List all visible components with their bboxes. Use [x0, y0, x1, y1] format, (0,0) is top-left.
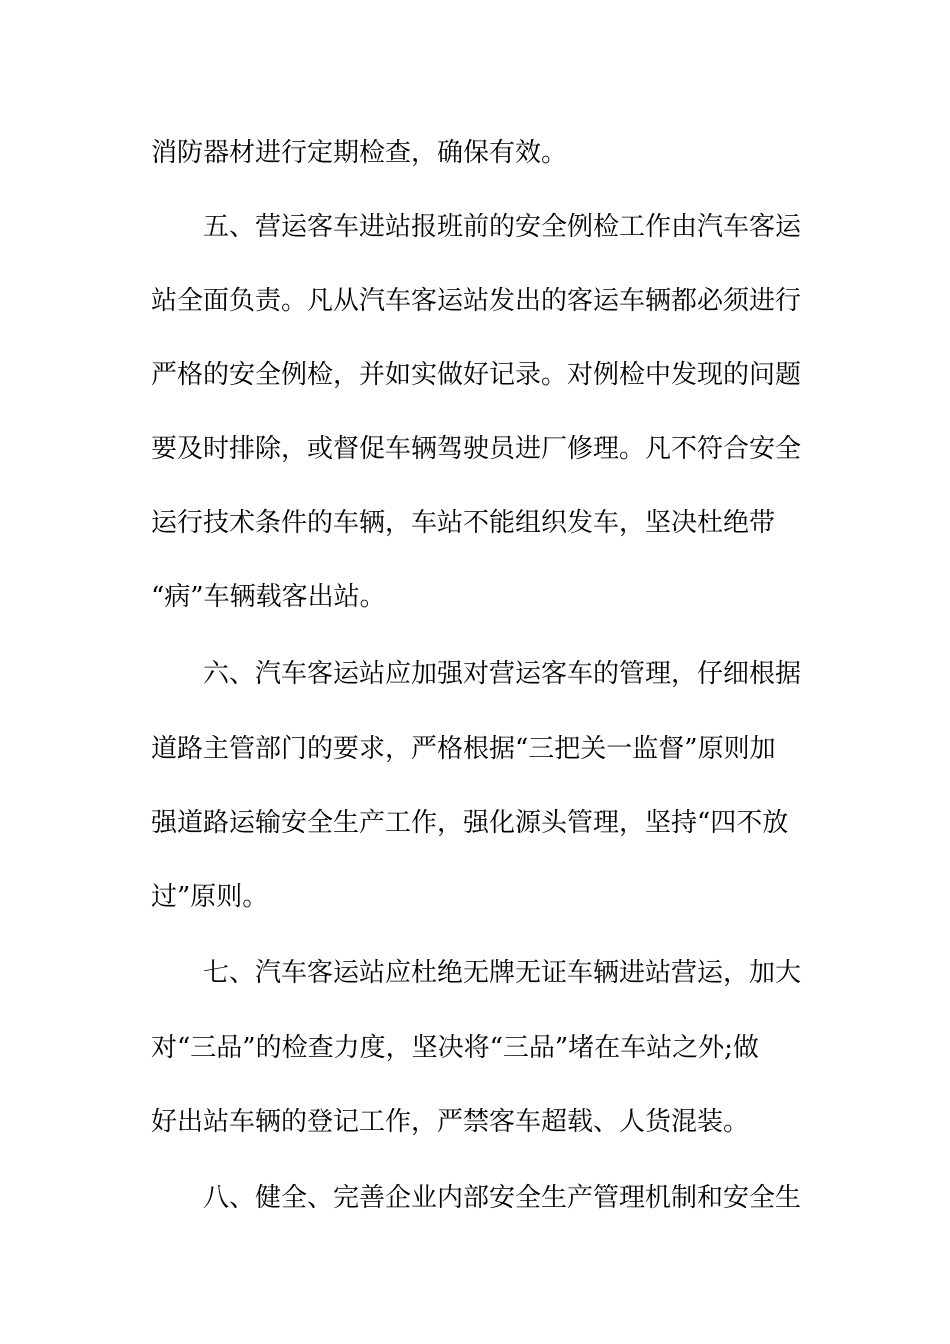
paragraph-8-first-line: 八、健全、完善企业内部安全生产管理机制和安全生 [203, 1183, 802, 1213]
text-line: 严格的安全例检，并如实做好记录。对例检中发现的问题 [151, 360, 802, 390]
text-line: 过”原则。 [151, 882, 269, 912]
text-line: 站全面负责。凡从汽车客运站发出的客运车辆都必须进行 [151, 286, 802, 316]
text-line: “病”车辆载客出站。 [151, 582, 386, 612]
text-line: 要及时排除，或督促车辆驾驶员进厂修理。凡不符合安全 [151, 434, 802, 464]
paragraph-6-first-line: 六、汽车客运站应加强对营运客车的管理，仔细根据 [203, 659, 802, 689]
text-line: 道路主管部门的要求，严格根据“三把关一监督”原则加 [151, 734, 776, 764]
paragraph-5-first-line: 五、营运客车进站报班前的安全例检工作由汽车客运 [203, 212, 802, 242]
text-line: 好出站车辆的登记工作，严禁客车超载、人货混装。 [151, 1107, 750, 1137]
text-line: 对“三品”的检查力度，坚决将“三品”堵在车站之外;做 [151, 1033, 759, 1063]
text-line: 强道路运输安全生产工作，强化源头管理，坚持“四不放 [151, 808, 789, 838]
text-line: 消防器材进行定期检查，确保有效。 [151, 138, 568, 168]
paragraph-7-first-line: 七、汽车客运站应杜绝无牌无证车辆进站营运，加大 [203, 958, 802, 988]
text-line: 运行技术条件的车辆，车站不能组织发车，坚决杜绝带 [151, 508, 776, 538]
